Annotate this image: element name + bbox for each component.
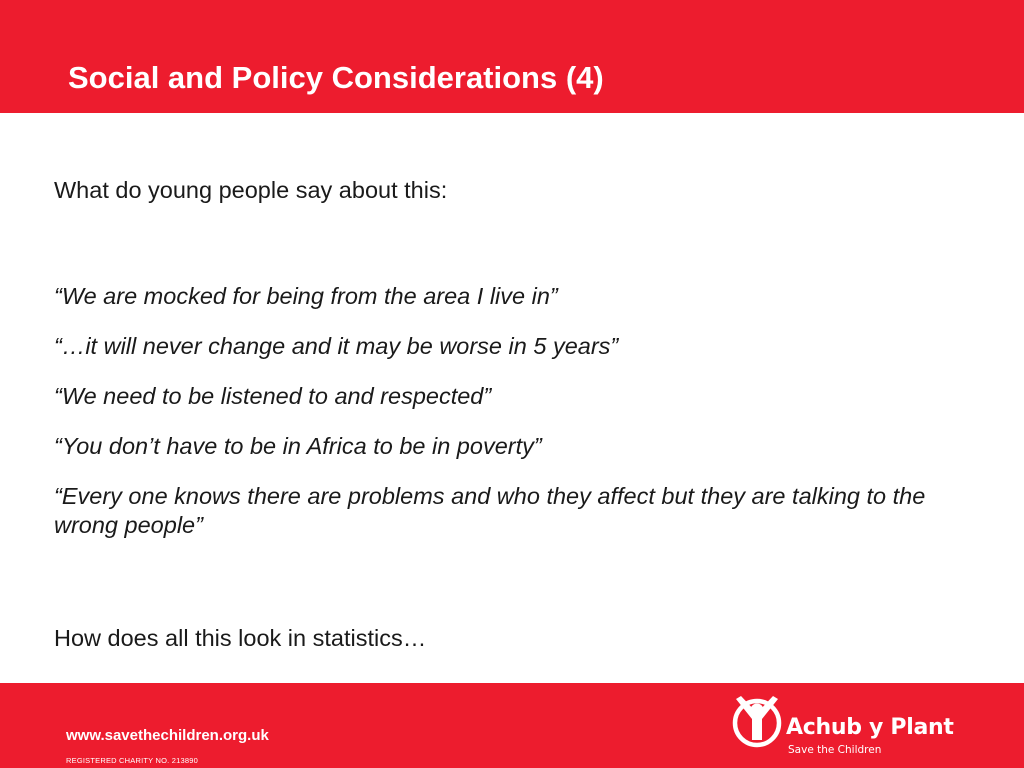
outro-text: How does all this look in statistics… <box>54 625 427 651</box>
slide-body <box>54 176 974 538</box>
slide-title: Social and Policy Considerations (4) <box>68 60 604 95</box>
save-the-children-logo <box>732 693 952 763</box>
charity-number: REGISTERED CHARITY NO. 213890 <box>66 756 198 765</box>
logo-subtitle: Save the Children <box>788 744 882 756</box>
quote-item: “We need to be listened to and respected” <box>54 383 492 409</box>
save-the-children-child-icon <box>732 693 784 751</box>
quote-item: “We are mocked for being from the area I live in” <box>54 283 558 309</box>
quote-item: “You don’t have to be in Africa to be in poverty” <box>54 433 542 459</box>
intro-text: What do young people say about this: <box>54 177 448 203</box>
quote-item: “Every one knows there are problems and who they affect but they are talking to the wrong people” <box>54 483 926 538</box>
logo-name: Achub y Plant <box>786 715 954 740</box>
website-link[interactable]: www.savethechildren.org.uk <box>66 727 269 744</box>
slide-footer <box>0 683 1024 768</box>
quote-item: “…it will never change and it may be worse in 5 years” <box>54 333 619 359</box>
slide-header <box>0 0 1024 113</box>
quote-list <box>54 282 974 561</box>
